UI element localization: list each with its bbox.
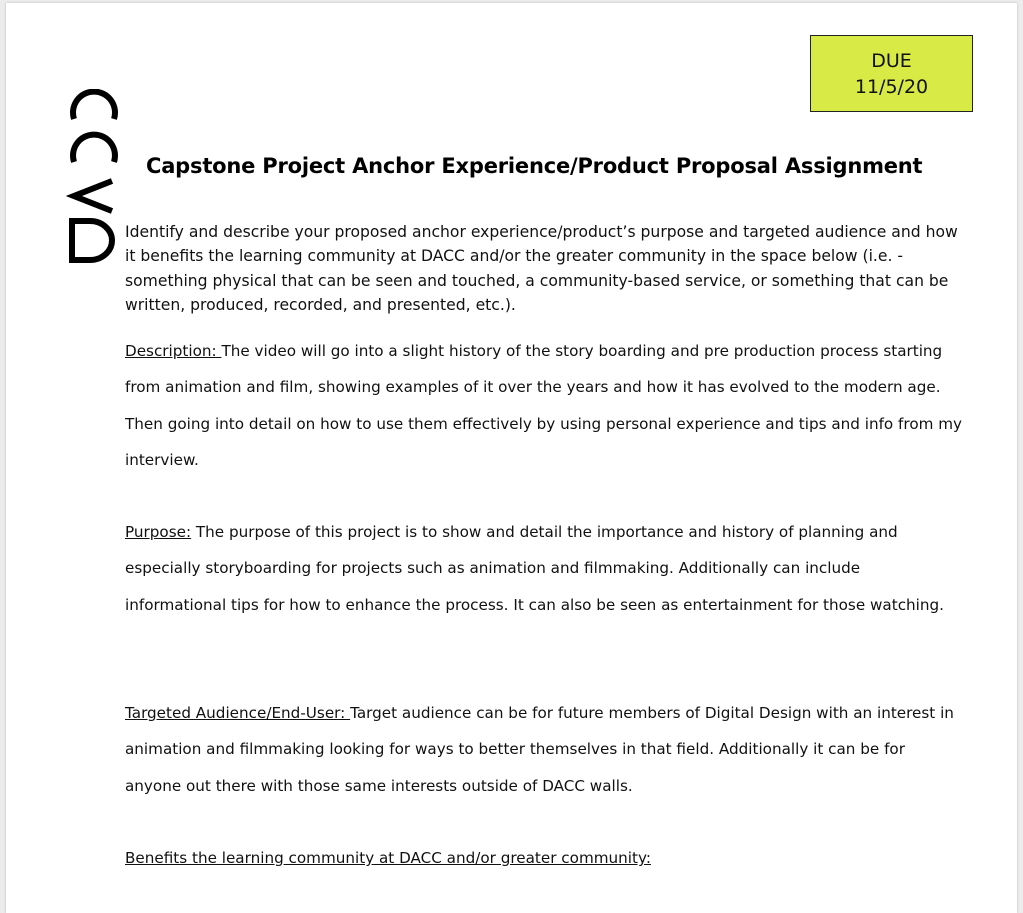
due-date-badge [810, 35, 973, 112]
dacc-logo-graphic [66, 89, 122, 264]
description-section [125, 333, 965, 478]
audience-text: Target audience can be for future members of Digital Design with an interest in animation and filmmaking looking for ways to better themselves in that field. Additionally it can be for anyone out there with those same interests outside of DACC walls. [125, 704, 954, 795]
due-label: DUE [871, 49, 912, 72]
benefits-section [125, 840, 965, 876]
purpose-label: Purpose: [125, 523, 192, 541]
description-text: The video will go into a slight history of the story boarding and pre production process starting from animation and film, showing examples of it over the years and how it has evolved to the modern age. Then going into detail on how to use them effectively by using personal experience and tips and info from my interview. [125, 342, 963, 469]
benefits-label: Benefits the learning community at DACC and/or greater community: [125, 849, 651, 867]
logo-letter-a [74, 181, 112, 211]
audience-label: Targeted Audience/End-User: [125, 704, 351, 722]
logo-letter-c-top [73, 92, 115, 119]
document-title: Capstone Project Anchor Experience/Product Proposal Assignment [146, 154, 923, 178]
intro-paragraph: Identify and describe your proposed anchor experience/product’s purpose and targeted audience and how it benefits the learning community at DACC and/or the greater community in the space below (i.e. - something physical that can be seen and touched, a community-based service, or something that can be written, produced, recorded, and presented, etc.). [125, 223, 958, 314]
logo-letter-c-second [73, 135, 115, 162]
purpose-text: The purpose of this project is to show and detail the importance and history of planning and especially storyboarding for projects such as animation and filmmaking. Additionally can include informational tips for how to enhance the process. It can also be seen as entertainment for those watching. [125, 523, 944, 614]
purpose-section [125, 514, 965, 623]
logo-letter-d [72, 221, 112, 260]
description-label: Description: [125, 342, 222, 360]
document-page [6, 3, 1017, 913]
dacc-logo [66, 89, 122, 264]
due-date: 11/5/20 [854, 75, 929, 98]
audience-section [125, 695, 965, 804]
